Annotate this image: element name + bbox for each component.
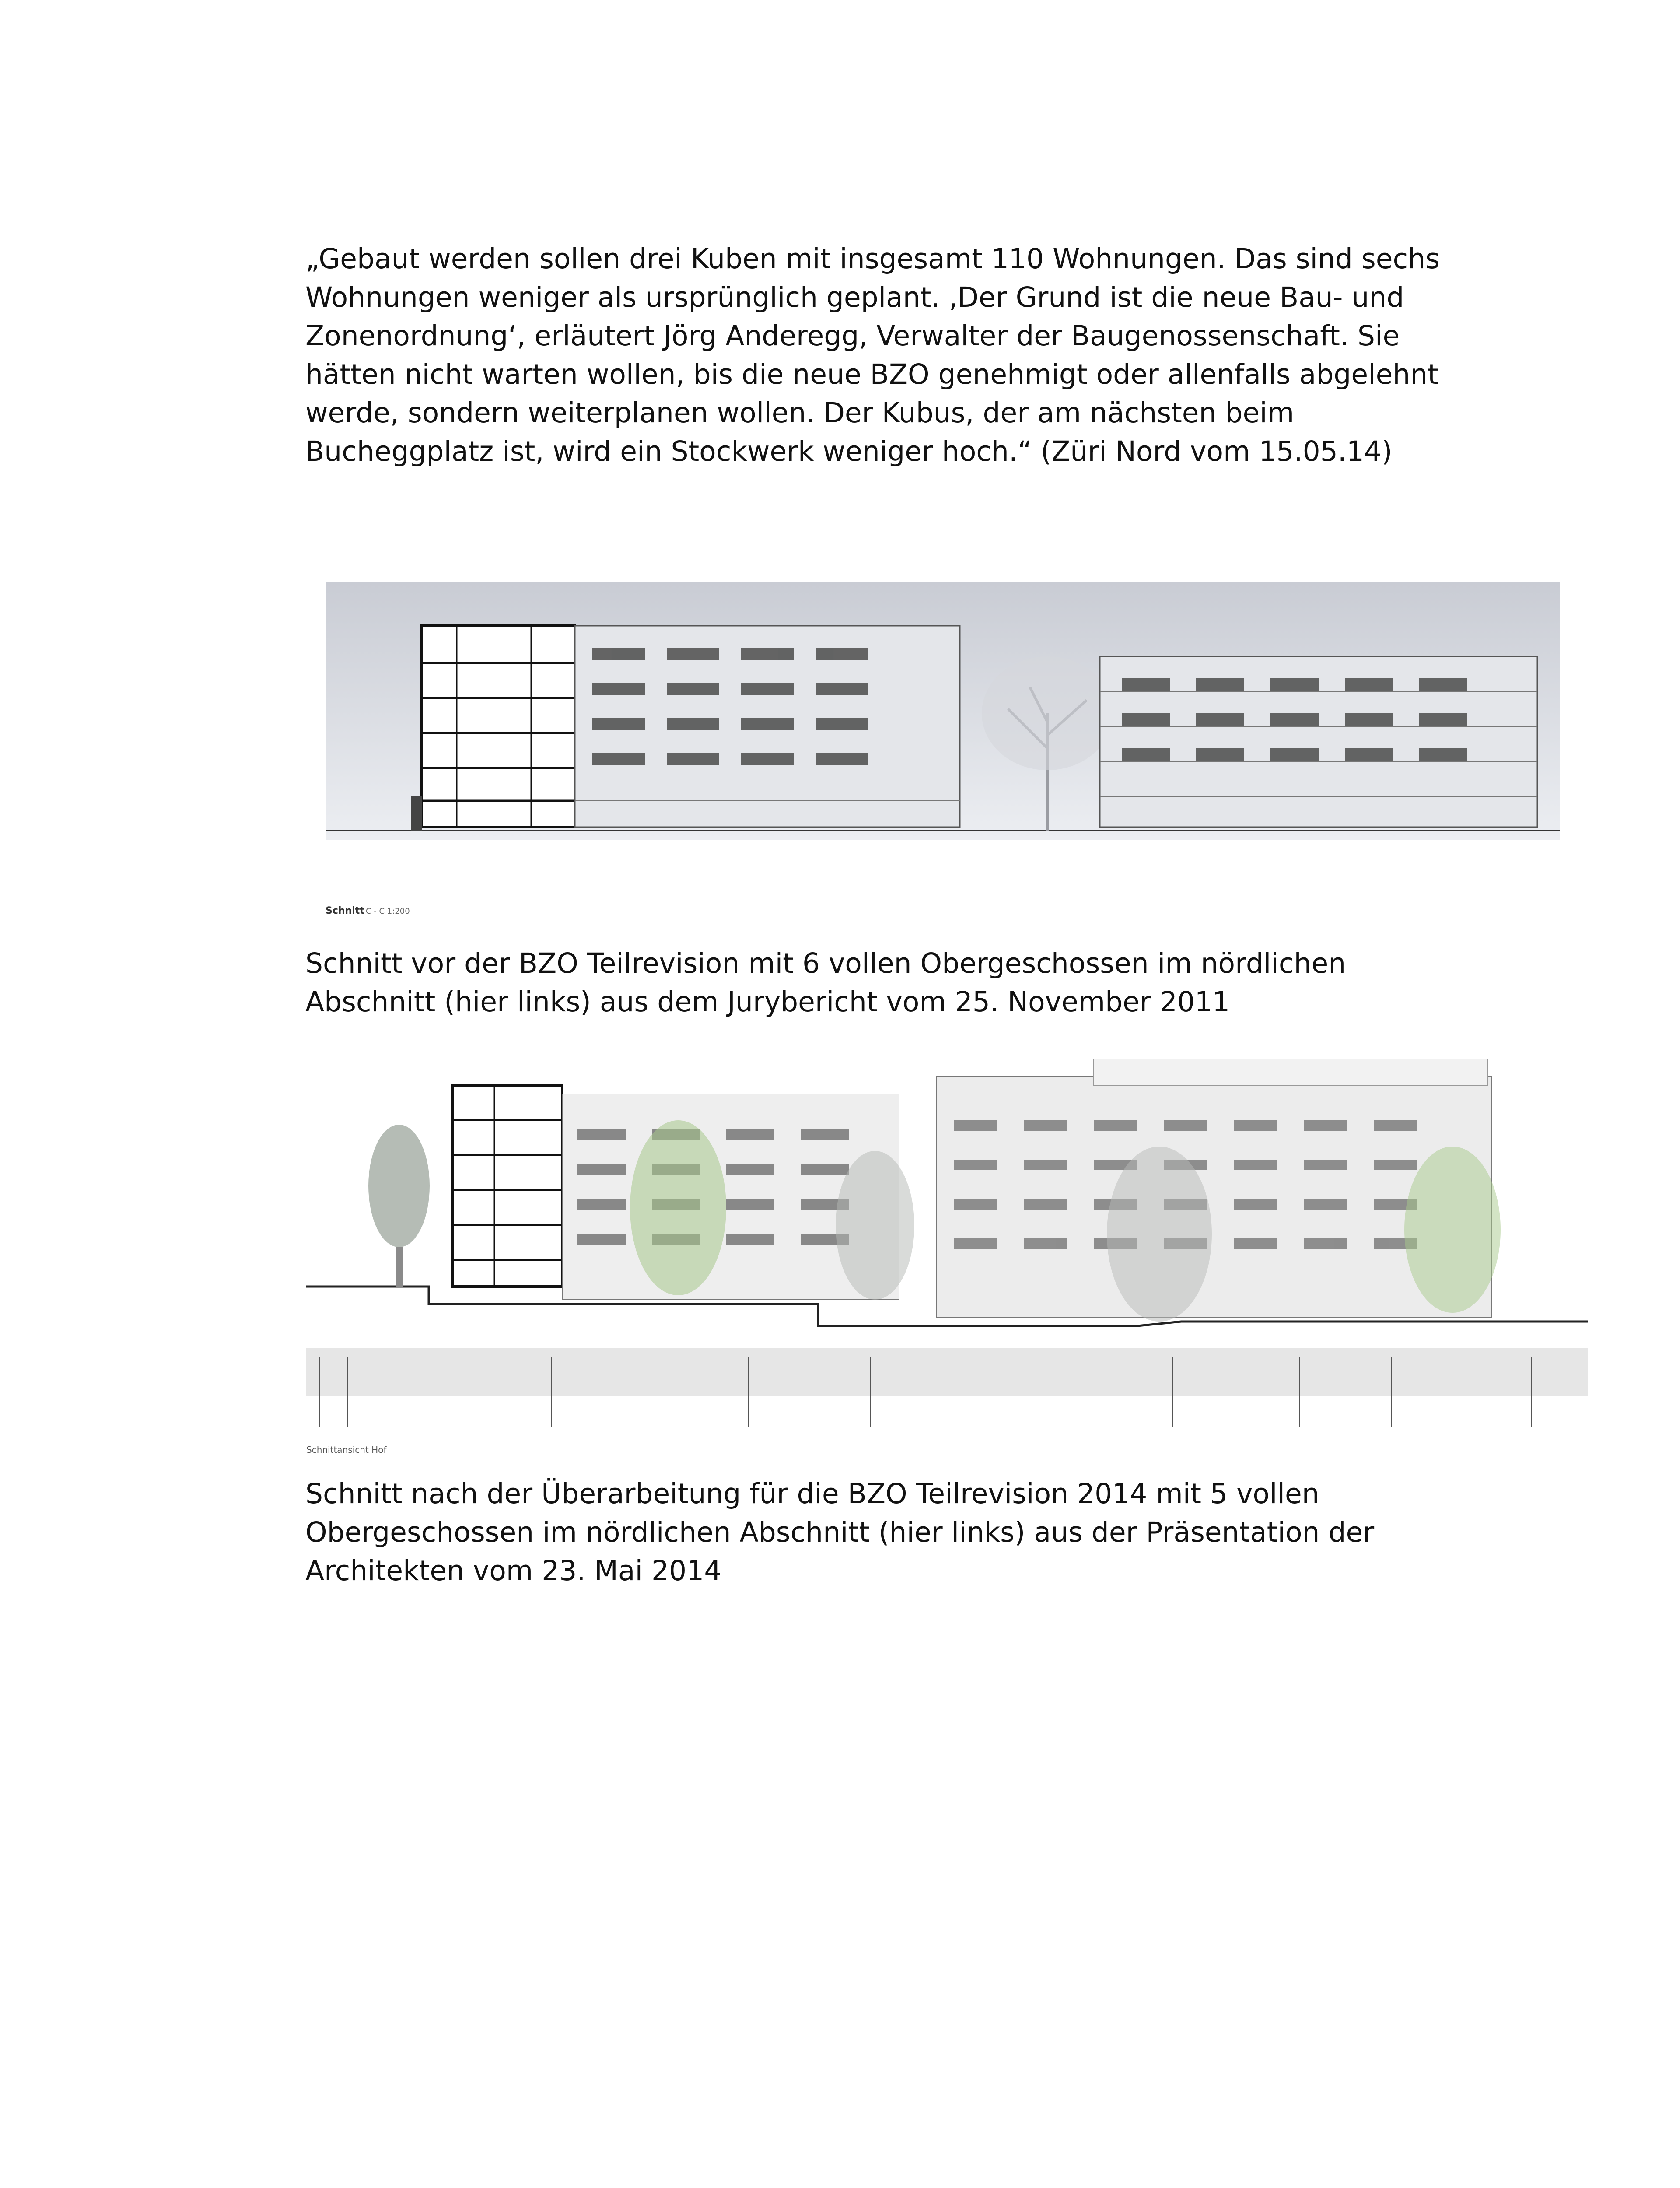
caption-line: Architekten vom 23. Mai 2014 bbox=[305, 1555, 722, 1587]
facade-building-right bbox=[1100, 656, 1537, 827]
figure-sublabel: C - C 1:200 bbox=[366, 907, 410, 916]
section-cut-building bbox=[453, 1085, 562, 1287]
facade-building-left bbox=[562, 1094, 914, 1300]
quote-paragraph bbox=[305, 240, 1469, 471]
caption-line: Schnitt vor der BZO Teilrevision mit 6 vollen Obergeschossen im nördlichen bbox=[305, 947, 1346, 979]
tree-illustration bbox=[368, 1125, 430, 1287]
section-drawing-2014 bbox=[306, 1041, 1588, 1457]
facade-building-left bbox=[575, 626, 960, 827]
section-drawing-2011 bbox=[326, 582, 1560, 928]
caption-2011 bbox=[305, 944, 1469, 1021]
quote-line: hätten nicht warten wollen, bis die neue BZO genehmigt oder allenfalls abgelehnt bbox=[305, 358, 1438, 390]
section-cut-building bbox=[411, 626, 575, 831]
caption-line: Obergeschossen im nördlichen Abschnitt (hier links) aus der Präsentation der bbox=[305, 1516, 1375, 1548]
facade-building-right bbox=[936, 1059, 1501, 1322]
quote-line: „Gebaut werden sollen drei Kuben mit insgesamt 110 Wohnungen. Das sind sechs bbox=[305, 243, 1440, 275]
quote-line: Bucheggplatz ist, wird ein Stockwerk weniger hoch.“ (Züri Nord vom 15.05.14) bbox=[305, 435, 1393, 467]
figure-label: Schnittansicht Hof bbox=[306, 1445, 387, 1455]
caption-2014 bbox=[305, 1475, 1469, 1590]
quote-line: Wohnungen weniger als ursprünglich geplant. ‚Der Grund ist die neue Bau- und bbox=[305, 281, 1404, 313]
caption-line: Abschnitt (hier links) aus dem Jurybericht vom 25. November 2011 bbox=[305, 986, 1230, 1018]
figure-label: Schnitt bbox=[326, 905, 364, 916]
caption-line: Schnitt nach der Überarbeitung für die BZO Teilrevision 2014 mit 5 vollen bbox=[305, 1478, 1320, 1510]
quote-line: Zonenordnung‘, erläutert Jörg Anderegg, Verwalter der Baugenossenschaft. Sie bbox=[305, 320, 1400, 352]
quote-line: werde, sondern weiterplanen wollen. Der Kubus, der am nächsten beim bbox=[305, 397, 1295, 429]
